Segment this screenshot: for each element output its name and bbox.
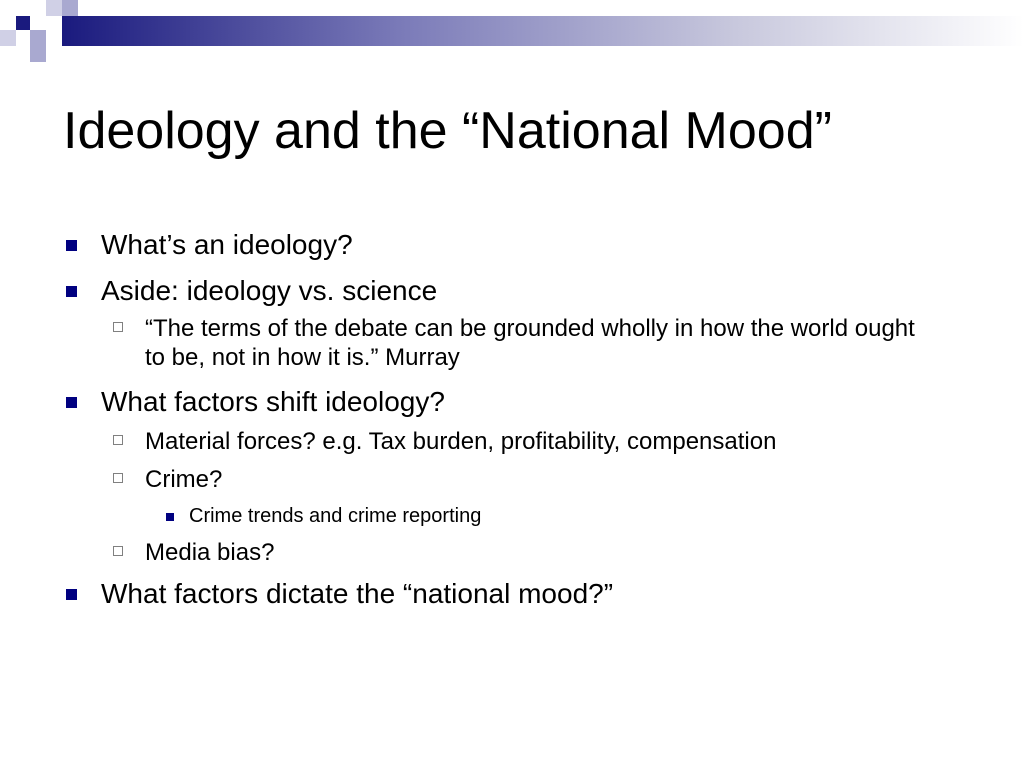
bullet-item <box>63 228 963 262</box>
small-square-bullet-icon <box>166 513 174 521</box>
sub-bullet-text: “The terms of the debate can be grounded wholly in how the world ought to be, not in how it is.” Murray <box>145 315 915 371</box>
hollow-square-bullet-icon <box>113 546 123 556</box>
header-gradient-bar <box>62 16 1024 46</box>
bullet-item <box>63 385 963 419</box>
decor-square <box>62 0 78 16</box>
decor-square <box>46 0 62 16</box>
square-bullet-icon <box>66 240 77 251</box>
hollow-square-bullet-icon <box>113 322 123 332</box>
sub-sub-bullet-item <box>163 503 963 529</box>
bullet-text: What factors shift ideology? <box>101 386 445 417</box>
decor-square <box>30 30 46 46</box>
bullet-text: What factors dictate the “national mood?” <box>101 578 614 609</box>
sub-bullet-text: Material forces? e.g. Tax burden, profitability, compensation <box>145 428 777 455</box>
sub-bullet-item <box>113 314 963 372</box>
sub-sub-bullet-text: Crime trends and crime reporting <box>189 505 482 527</box>
bullet-text: Aside: ideology vs. science <box>101 275 438 306</box>
decor-square <box>0 30 16 46</box>
square-bullet-icon <box>66 286 77 297</box>
hollow-square-bullet-icon <box>113 473 123 483</box>
sub-bullet-text: Crime? <box>145 466 223 493</box>
square-bullet-icon <box>66 397 77 408</box>
header-decoration <box>0 0 1024 62</box>
bullet-item <box>63 577 963 611</box>
bullet-text: What’s an ideology? <box>101 229 353 260</box>
sub-bullet-item <box>113 427 963 456</box>
sub-bullet-text: Media bias? <box>145 539 275 566</box>
square-bullet-icon <box>66 589 77 600</box>
bullet-item <box>63 274 963 308</box>
sub-bullet-item <box>113 465 963 494</box>
slide-title: Ideology and the “National Mood” <box>63 102 832 160</box>
hollow-square-bullet-icon <box>113 435 123 445</box>
decor-square <box>46 16 62 46</box>
bullet-list <box>63 228 963 623</box>
sub-bullet-item <box>113 538 963 567</box>
decor-square <box>16 16 30 30</box>
decor-square <box>30 46 46 62</box>
